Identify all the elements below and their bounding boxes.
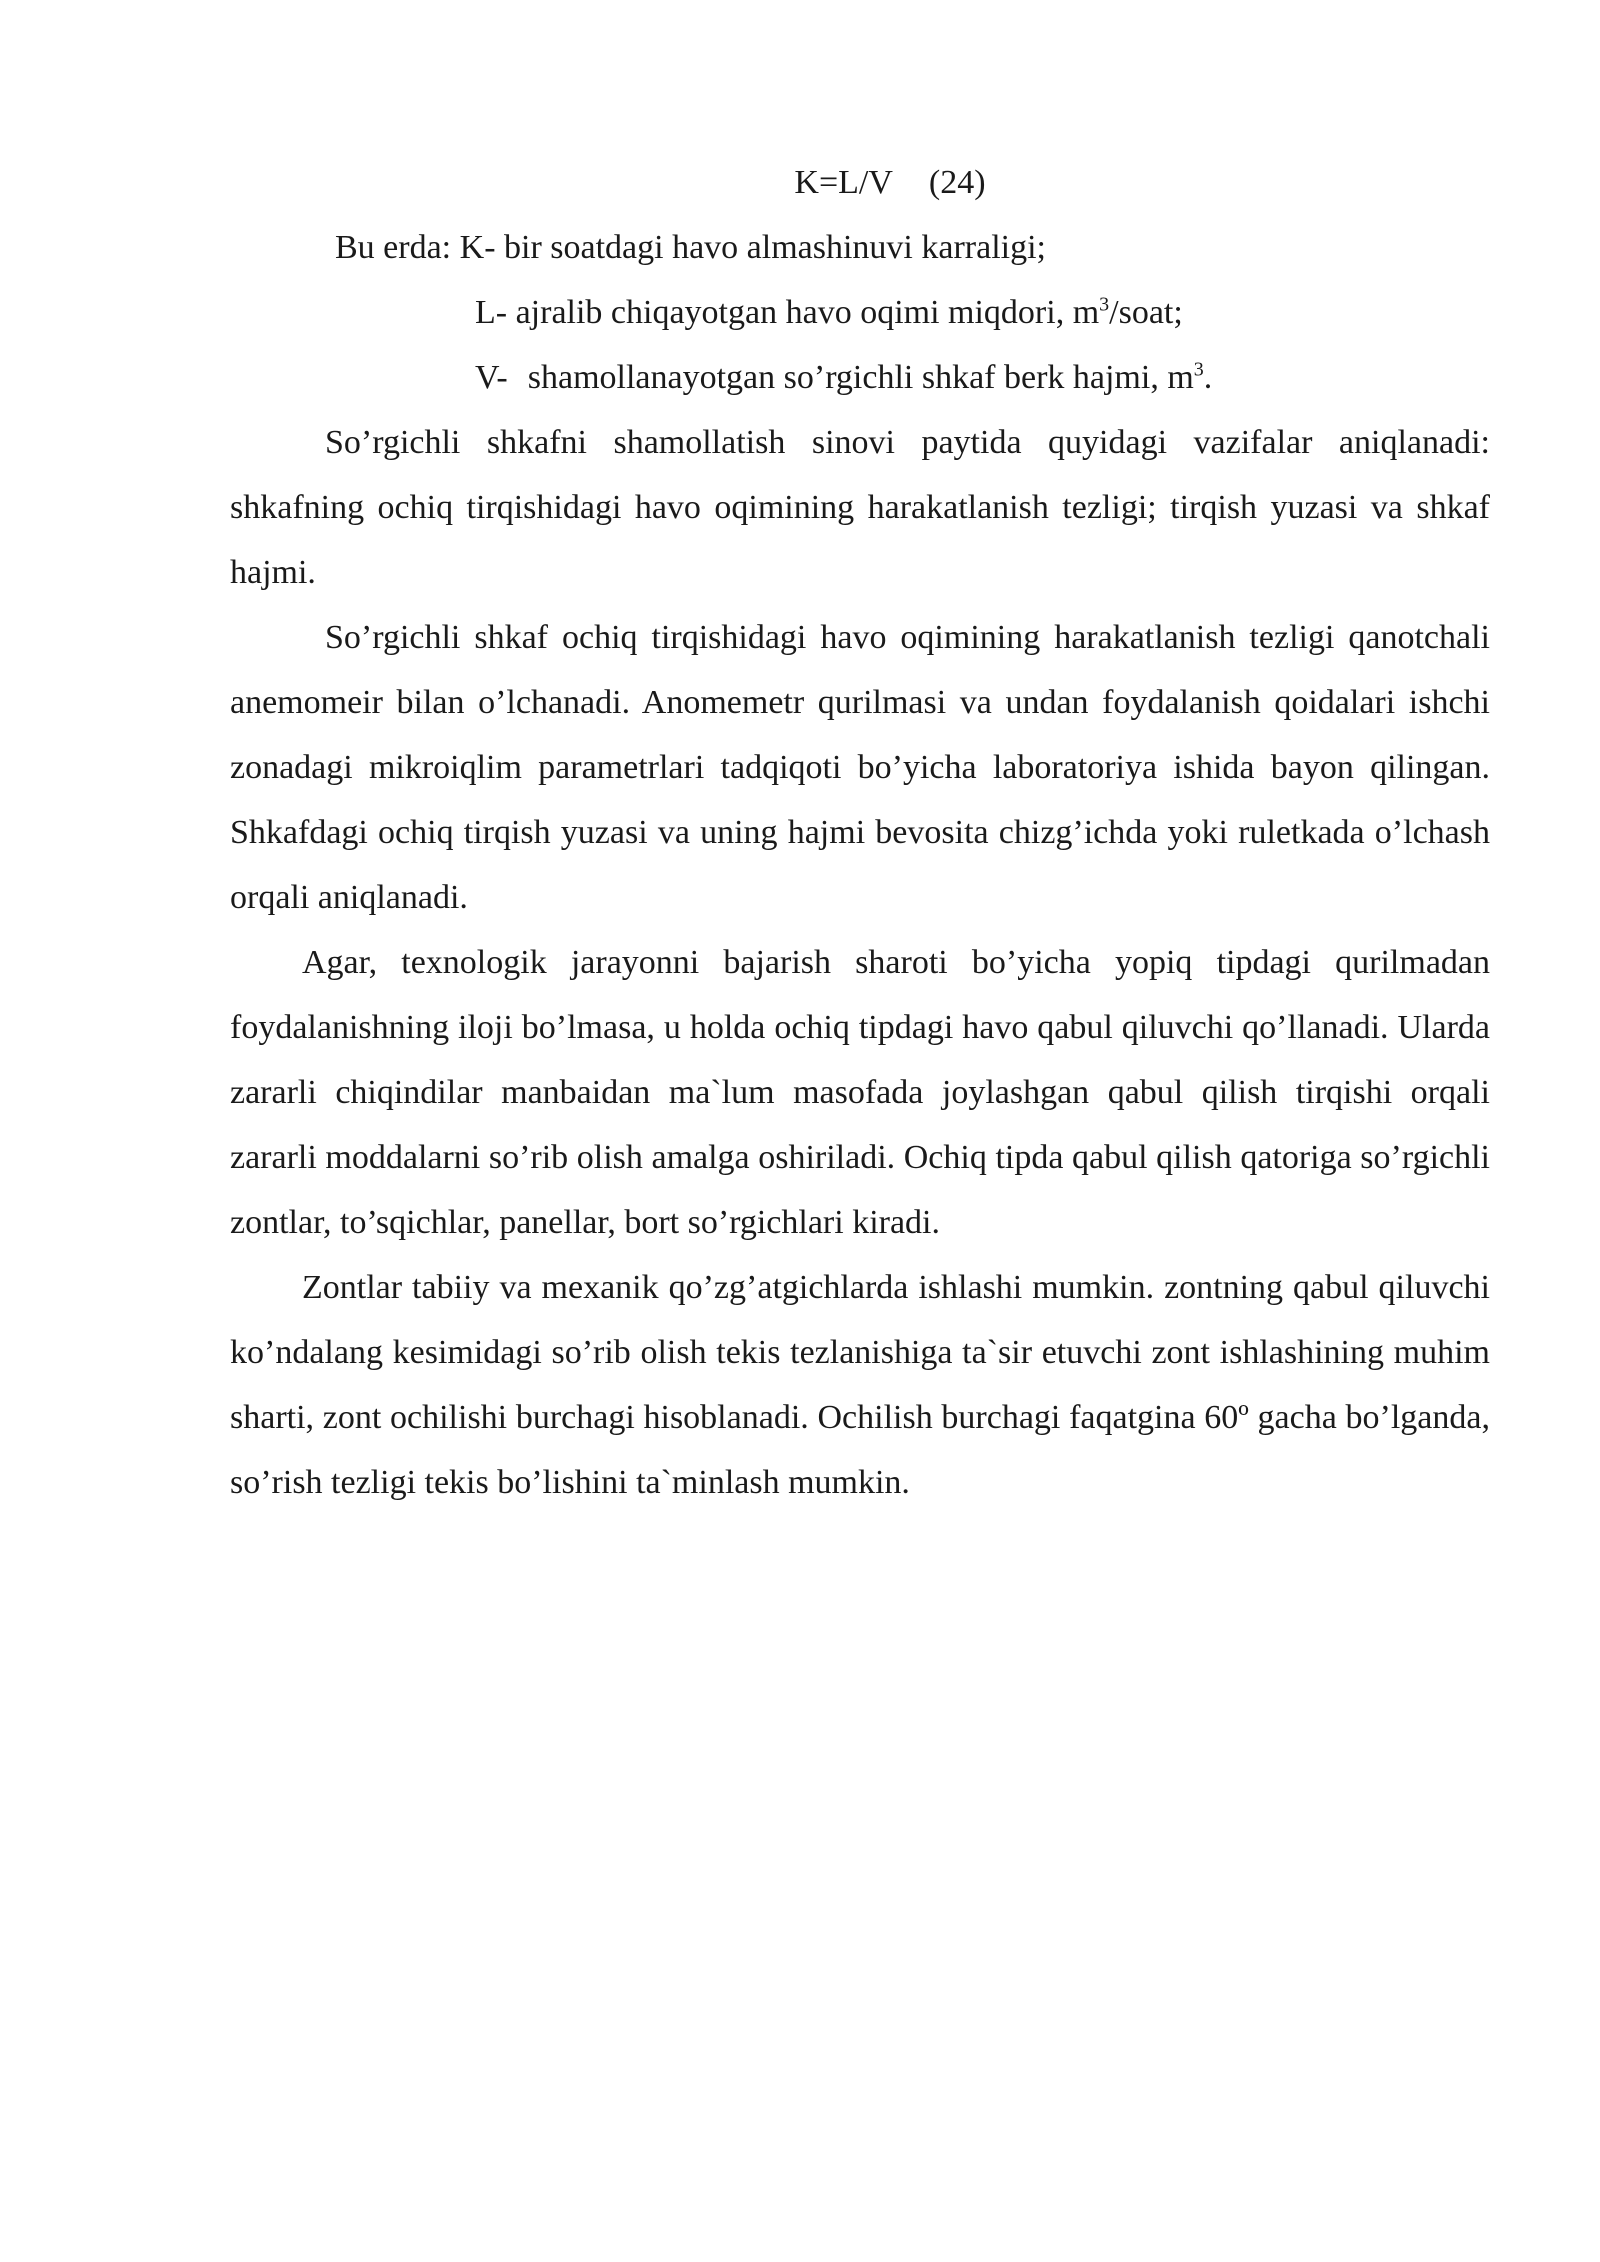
legend-v-line <box>230 345 1490 410</box>
formula-number: (24) <box>928 164 986 201</box>
paragraph-1: So’rgichli shkafni shamollatish sinovi paytida quyidagi vazifalar aniqlanadi: shkafning ochiq tirqishidagi havo oqimining harakatlanish tezligi; tirqish yuzasi va shkaf hajmi. <box>230 424 1490 591</box>
legend-v-period: . <box>1203 359 1213 396</box>
legend-l-unit: /soat; <box>1109 294 1183 331</box>
formula-expression: K=L/V <box>794 164 893 201</box>
legend-l-line <box>230 280 1490 345</box>
legend-k-text: K- bir soatdagi havo almashinuvi karraligi; <box>459 229 1046 266</box>
document-body <box>230 150 1490 1515</box>
legend-v-superscript: 3 <box>1193 358 1204 381</box>
paragraph-3: Agar, texnologik jarayonni bajarish sharoti bo’yicha yopiq tipdagi qurilmadan foydalanishning iloji bo’lmasa, u holda ochiq tipdagi havo qabul qiluvchi qo’llanadi. Ularda zararli chiqindilar manbaidan ma`lum masofada joylashgan qabul qilish tirqishi orqali zararli moddalarni so’rib olish amalga oshiriladi. Ochiq tipda qabul qilish qatoriga so’rgichli zontlar, to’sqichlar, panellar, bort so’rgichlari kiradi. <box>230 944 1490 1241</box>
legend-l-superscript: 3 <box>1099 293 1110 316</box>
legend-l-text: L- ajralib chiqayotgan havo oqimi miqdori, m <box>475 294 1100 331</box>
legend-v-text: shamollanayotgan so’rgichli shkaf berk hajmi, m <box>527 359 1194 396</box>
formula-line <box>230 150 1490 215</box>
paragraph-2: So’rgichli shkaf ochiq tirqishidagi havo oqimining harakatlanish tezligi qanotchali anemomeir bilan o’lchanadi. Anomemetr qurilmasi va undan foydalanish qoidalari ishchi zonadagi mikroiqlim parametrlari tadqiqoti bo’yicha laboratoriya ishida bayon qilingan. Shkafdagi ochiq tirqish yuzasi va uning hajmi bevosita chizg’ichda yoki ruletkada o’lchash orqali aniqlanadi. <box>230 619 1490 916</box>
legend-intro: Bu erda: <box>335 229 452 266</box>
legend-v-label: V- <box>475 359 508 396</box>
paragraph-4: Zontlar tabiiy va mexanik qo’zg’atgichlarda ishlashi mumkin. zontning qabul qiluvchi ko’ndalang kesimidagi so’rib olish tekis tezlanishiga ta`sir etuvchi zont ishlashining muhim sharti, zont ochilishi burchagi hisoblanadi. Ochilish burchagi faqatgina 60º gacha bo’lganda, so’rish tezligi tekis bo’lishini ta`minlash mumkin. <box>230 1269 1490 1501</box>
legend-k-line <box>230 215 1490 280</box>
